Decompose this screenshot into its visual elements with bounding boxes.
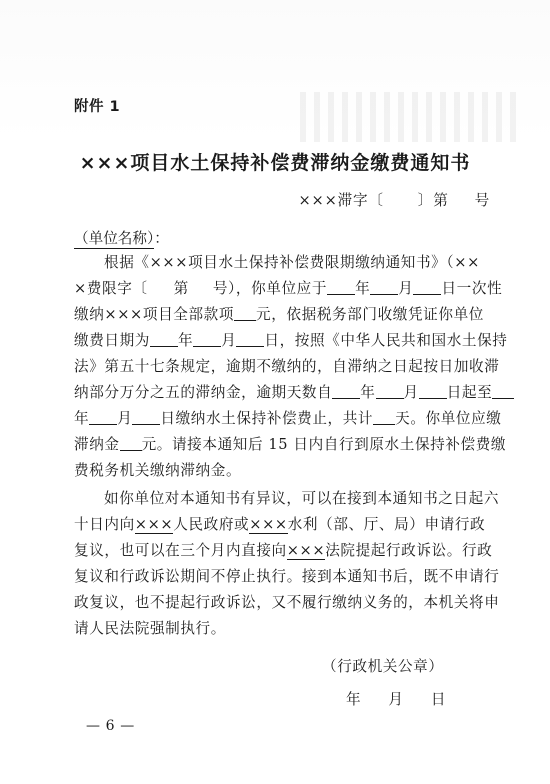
p2-text: 复议，也可以在三个月内直接向 bbox=[74, 542, 287, 559]
p1-line-1: 根据《×××项目水土保持补偿费限期缴纳通知书》（×× bbox=[104, 254, 480, 271]
p1-text: 天。你单位应缴 bbox=[395, 410, 502, 427]
p1-text: 年 bbox=[177, 332, 194, 349]
p1-line-3 bbox=[74, 305, 484, 325]
blank-field bbox=[120, 436, 142, 451]
p2-line-2 bbox=[74, 515, 485, 535]
p1-text: 第 bbox=[173, 280, 189, 297]
seal-label: （行政机关公章） bbox=[322, 658, 444, 675]
p1-line-7 bbox=[74, 409, 501, 429]
recipient-line bbox=[74, 227, 169, 248]
p2-text: 十日内向 bbox=[74, 516, 135, 533]
p1-text: 元。请接本通知后 15 日内自行到原水土保持补偿费缴 bbox=[141, 436, 507, 453]
p1-line-2 bbox=[74, 279, 502, 299]
p1-line-6 bbox=[74, 383, 514, 403]
p1-text: 日缴纳水土保持补偿费止，共计 bbox=[160, 410, 374, 427]
blank-field bbox=[376, 384, 404, 399]
p1-text: 缴费日期为 bbox=[74, 332, 150, 349]
p1-text: 号），你单位应于 bbox=[212, 280, 328, 297]
blank-field bbox=[132, 410, 160, 425]
p2-underlined-text: ××× bbox=[249, 516, 288, 533]
p2-line-5: 政复议，也不提起行政诉讼，又不履行缴纳义务的，本机关将申 bbox=[74, 594, 500, 611]
blank-field bbox=[234, 306, 256, 321]
attachment-label: 附件 1 bbox=[74, 99, 121, 115]
p1-text: 滞纳金 bbox=[74, 436, 120, 453]
p1-text: 年 bbox=[360, 384, 376, 401]
p2-text: 人民政府或 bbox=[173, 516, 250, 533]
page-number: — 6 — bbox=[86, 718, 135, 734]
p1-text: 月 bbox=[403, 384, 419, 401]
p2-line-6: 请人民法院强制执行。 bbox=[74, 620, 226, 637]
blank-field bbox=[150, 332, 178, 347]
p1-line-5: 法》第五十七条规定，逾期不缴纳的，自滞纳之日起按日加收滞 bbox=[74, 358, 500, 375]
p1-text: 日一次性 bbox=[441, 280, 503, 297]
p1-text: 纳部分万分之五的滞纳金，逾期天数自 bbox=[74, 384, 333, 401]
p1-text: 元，依据税务部门收缴凭证你单位 bbox=[256, 306, 484, 323]
document-title: ×××项目水土保持补偿费滞纳金缴费通知书 bbox=[79, 152, 471, 174]
doc-number-prefix: ×××滞字〔 bbox=[298, 192, 384, 209]
blank-field bbox=[332, 384, 360, 399]
blank-field bbox=[89, 410, 117, 425]
p1-text: 日，按照《中华人民共和国水土保持 bbox=[264, 332, 508, 349]
p1-text: 年 bbox=[74, 410, 90, 427]
blank-field bbox=[370, 280, 398, 295]
p1-text: ×费限字〔 bbox=[74, 280, 148, 297]
p1-text: 日起至 bbox=[446, 384, 493, 401]
p1-text: 缴纳×××项目全部款项 bbox=[74, 306, 235, 323]
bleed-through-texture bbox=[300, 92, 520, 142]
p1-text: 月 bbox=[398, 280, 414, 297]
blank-field bbox=[236, 332, 264, 347]
blank-field bbox=[413, 280, 441, 295]
p1-text: 年 bbox=[355, 280, 371, 297]
doc-number-end: 号 bbox=[474, 192, 490, 209]
date-line: 年 月 日 bbox=[346, 691, 447, 708]
blank-field bbox=[327, 280, 355, 295]
p2-underlined-text: ××× bbox=[134, 516, 174, 533]
p2-line-1: 如你单位对本通知书有异议，可以在接到本通知书之日起六 bbox=[104, 490, 500, 507]
blank-field bbox=[373, 410, 395, 425]
blank-field bbox=[492, 384, 514, 399]
blank-field bbox=[193, 332, 221, 347]
recipient-colon: ： bbox=[154, 230, 169, 247]
p2-line-3 bbox=[74, 541, 492, 561]
p1-text: 月 bbox=[117, 410, 133, 427]
p2-underlined-text: ××× bbox=[286, 542, 326, 559]
blank-field bbox=[419, 384, 447, 399]
p1-text: 月 bbox=[221, 332, 237, 349]
p2-text: 水利（部、厅、局）申请行政 bbox=[287, 516, 486, 533]
p2-text: 法院提起行政诉讼。行政 bbox=[325, 542, 493, 559]
doc-number-suffix: 〕第 bbox=[417, 192, 449, 209]
recipient-placeholder: （单位名称） bbox=[74, 230, 155, 247]
p1-line-4 bbox=[74, 331, 508, 351]
p1-line-9: 费税务机关缴纳滞纳金。 bbox=[74, 462, 242, 479]
document-number bbox=[299, 189, 490, 210]
p1-line-8 bbox=[74, 435, 506, 455]
p2-line-4: 复议和行政诉讼期间不停止执行。接到本通知书后，既不申请行 bbox=[74, 568, 500, 585]
